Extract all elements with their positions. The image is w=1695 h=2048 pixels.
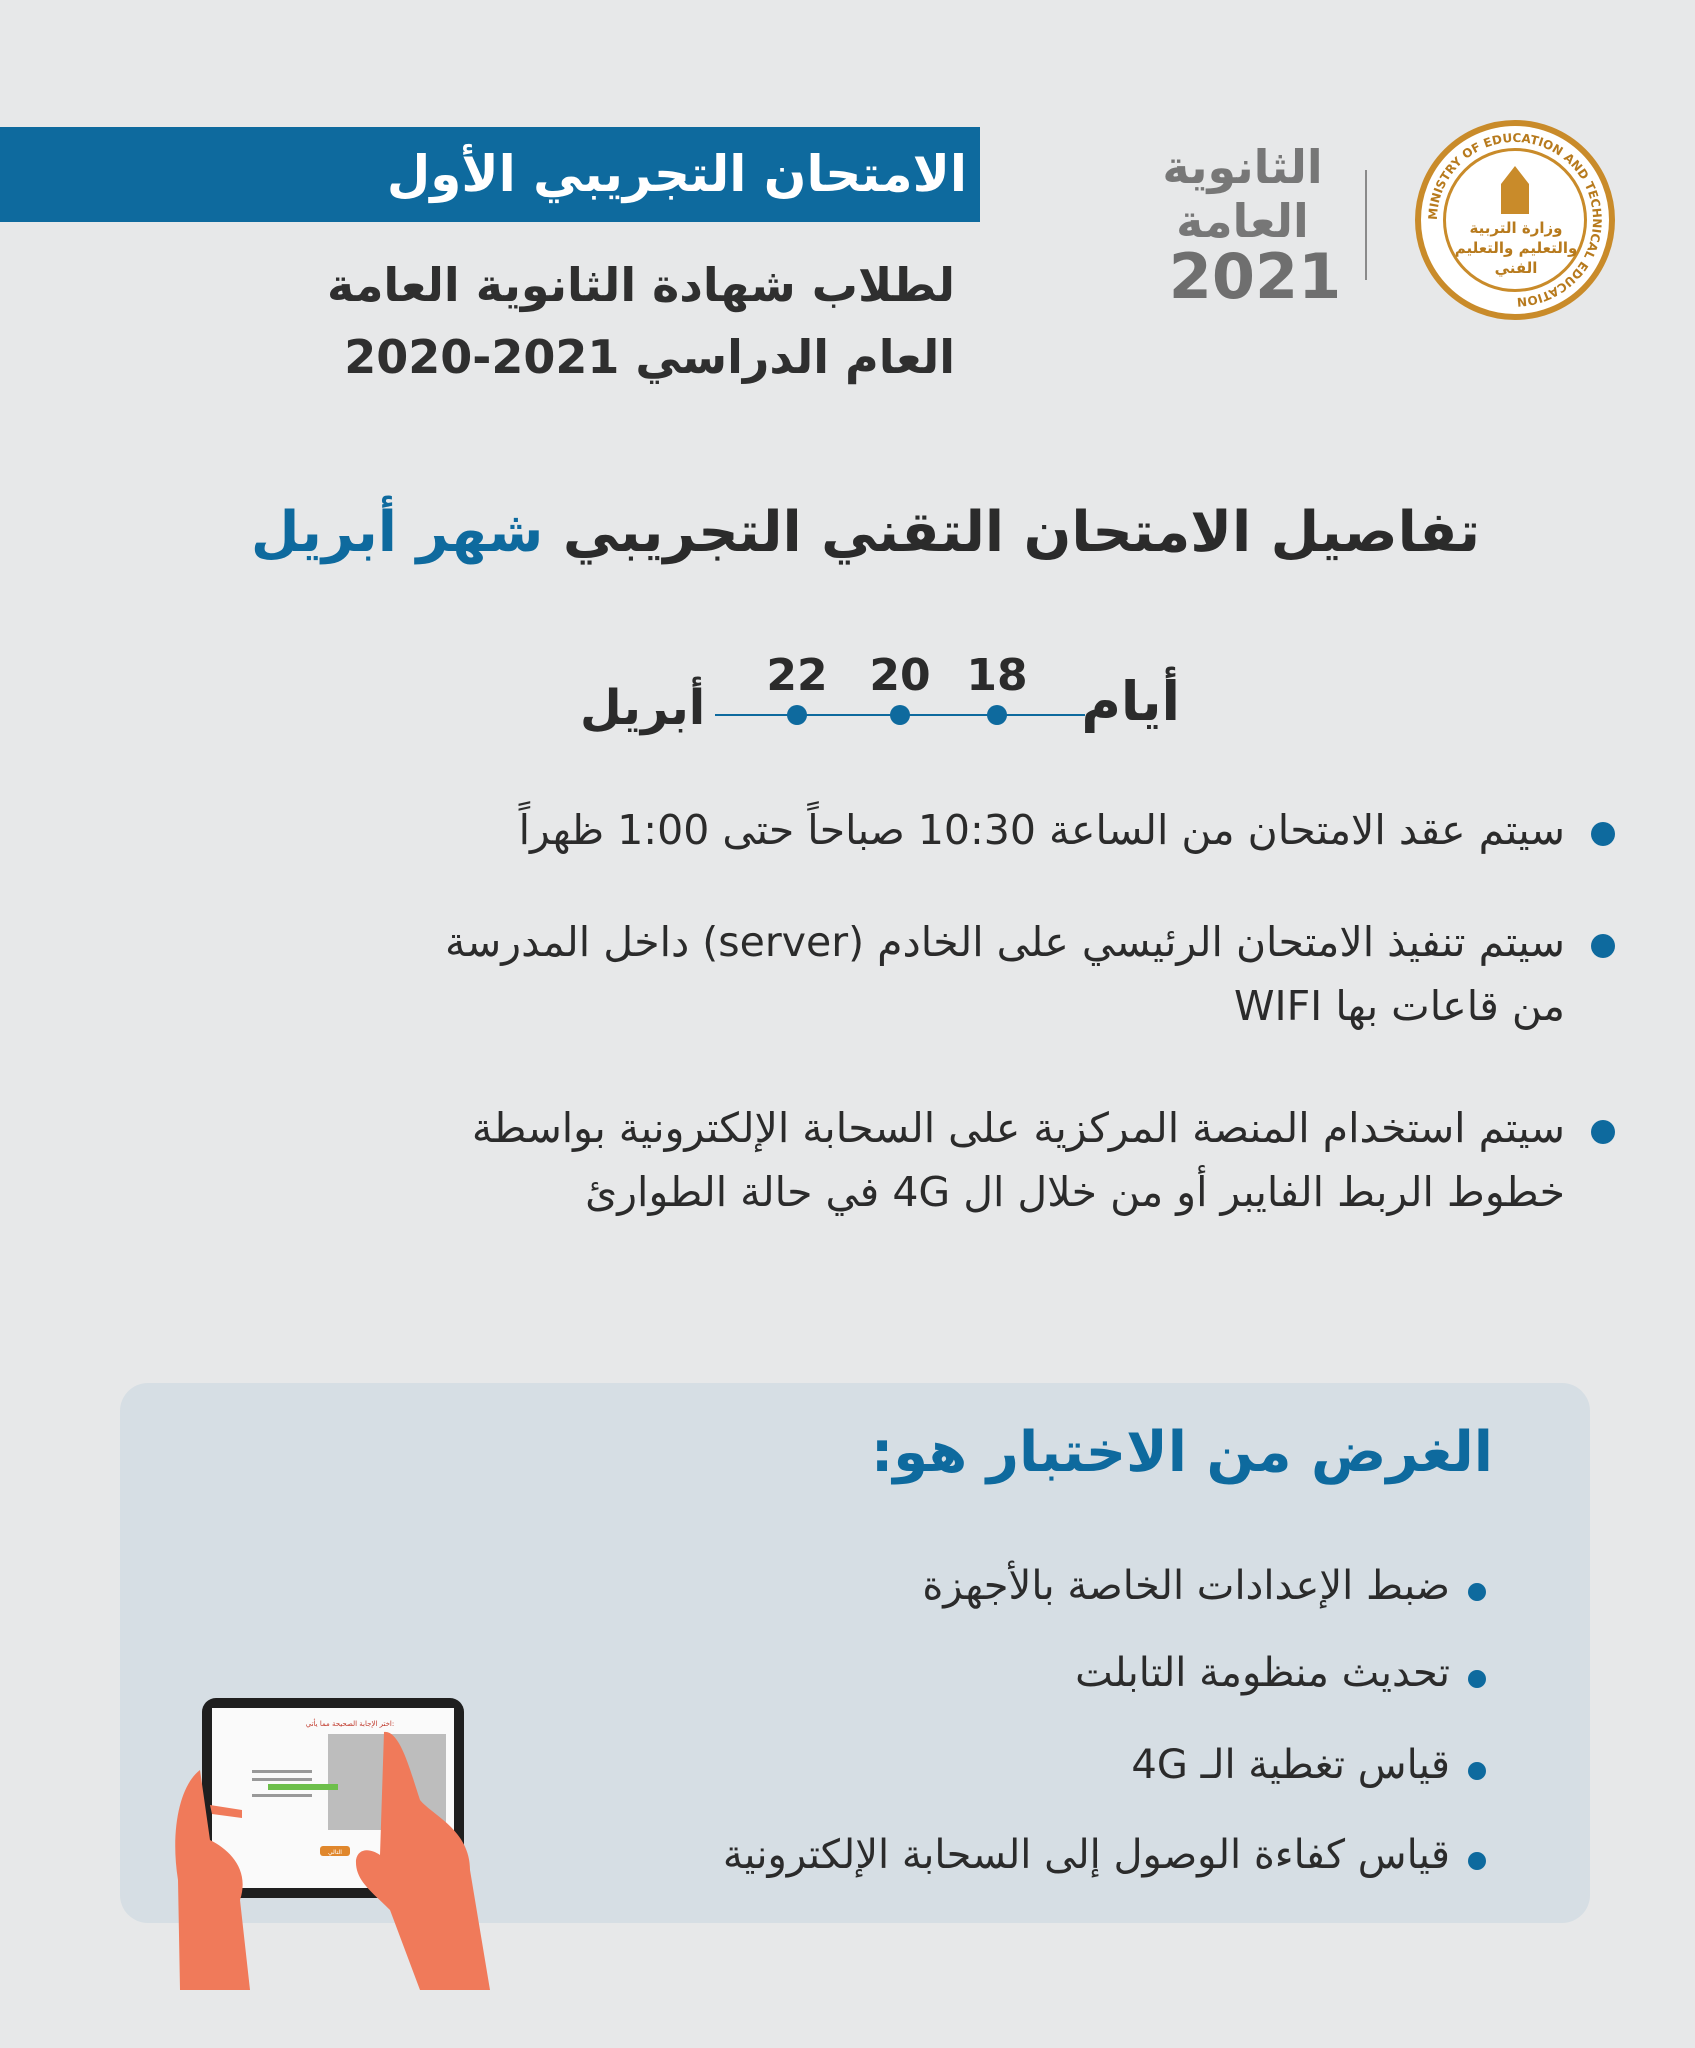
logo-divider: [1365, 170, 1367, 280]
purpose-item-text: ضبط الإعدادات الخاصة بالأجهزة: [922, 1563, 1450, 1609]
timeline-day: 20: [869, 650, 931, 701]
bullet-text-line2: خطوط الربط الفايبر أو من خلال ال 4G في حالة الطوارئ: [585, 1168, 1565, 1216]
ministry-seal-logo: [1415, 120, 1615, 320]
purpose-item-text: قياس تغطية الـ 4G: [1131, 1742, 1450, 1788]
timeline-dot: [787, 705, 807, 725]
logo-group: [1135, 120, 1625, 320]
bullet-dot-icon: [1468, 1852, 1486, 1870]
bullet-text-line2: من قاعات بها WIFI: [1233, 982, 1565, 1030]
logo-year: 2021: [1168, 240, 1342, 313]
purpose-item-text: تحديث منظومة التابلت: [1075, 1650, 1450, 1696]
tablet-question-text: اختر الإجابة الصحيحة مما يأتي:: [305, 1720, 395, 1728]
bullet-dot-icon: [1591, 934, 1615, 958]
bullet-dot-icon: [1468, 1762, 1486, 1780]
info-bullet: [165, 800, 1565, 860]
bullet-text-line1: سيتم استخدام المنصة المركزية على السحابة الإلكترونية بواسطة: [471, 1104, 1565, 1152]
timeline-day: 22: [766, 650, 828, 701]
subtitle-line-1: لطلاب شهادة الثانوية العامة: [327, 258, 955, 312]
purpose-item: [550, 1742, 1450, 1788]
info-bullet: [165, 912, 1565, 1036]
timeline-day: 18: [966, 650, 1028, 701]
timeline-days-label: أيام: [1081, 670, 1180, 733]
section-heading: [180, 500, 1480, 565]
dates-timeline: [580, 650, 1180, 750]
heading-main: تفاصيل الامتحان التقني التجريبي: [562, 500, 1480, 565]
banner-title: الامتحان التجريبي الأول: [386, 145, 967, 203]
timeline-dot: [987, 705, 1007, 725]
bullet-text: سيتم عقد الامتحان من الساعة 10:30 صباحاً حتى 1:00 ظهراً: [518, 806, 1565, 854]
seal-text: وزارة التربية والتعليم والتعليم الفني: [1454, 219, 1578, 277]
purpose-item-text: قياس كفاءة الوصول إلى السحابة الإلكترونية: [722, 1832, 1450, 1878]
bullet-text-line1: سيتم تنفيذ الامتحان الرئيسي على الخادم (server) داخل المدرسة: [444, 918, 1565, 966]
timeline-month-label: أبريل: [580, 680, 706, 736]
heading-accent: شهر أبريل: [250, 500, 544, 565]
purpose-item: [550, 1650, 1450, 1696]
bullet-dot-icon: [1468, 1670, 1486, 1688]
subtitle-line-2: العام الدراسي 2021-2020: [344, 330, 955, 384]
svg-text:MINISTRY OF EDUCATION AND TECH: MINISTRY OF EDUCATION AND TECHNICAL EDUCATION: [1425, 130, 1605, 310]
bullet-dot-icon: [1591, 1120, 1615, 1144]
timeline-dot: [890, 705, 910, 725]
purpose-title: الغرض من الاختبار هو:: [870, 1420, 1493, 1485]
info-bullet: [165, 1098, 1565, 1222]
selected-answer: [268, 1784, 338, 1790]
bullet-dot-icon: [1468, 1583, 1486, 1601]
svg-text:التالي: التالي: [328, 1849, 342, 1856]
purpose-item: [550, 1563, 1450, 1609]
purpose-item: [550, 1832, 1450, 1878]
bullet-dot-icon: [1591, 822, 1615, 846]
thanaweya-logo-text: الثانوية العامة: [1162, 140, 1323, 248]
tablet-illustration: [170, 1690, 560, 1990]
